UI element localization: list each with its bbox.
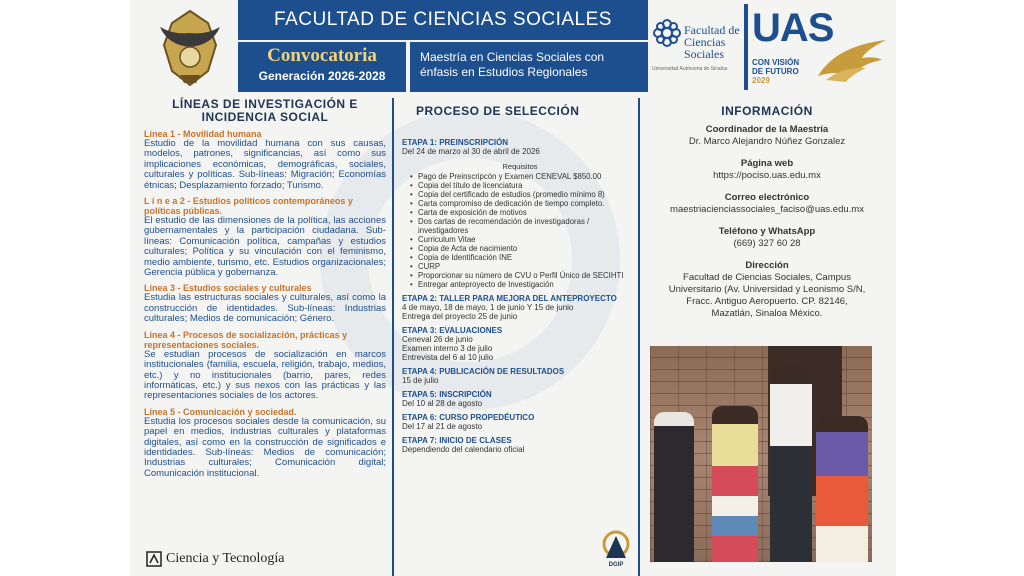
header [130, 0, 896, 96]
line-description: El estudio de las dimensiones de la política, las acciones gubernamentales y la participación ciudadana. Sub-líneas: Comunicación política, campañas y estudios culturales; Política y su vinculación con el feminismo, medio ambiente, turismo, etc. Estudios organizacionales; Gerencia pública y gobernanza. [144, 215, 386, 279]
stage-7 [402, 436, 638, 454]
address-line: Facultad de Ciencias Sociales, Campus [683, 272, 851, 283]
stage-text: Dependiendo del calendario oficial [402, 445, 525, 454]
line-item [144, 407, 386, 479]
ciencia-tecnologia-icon [146, 551, 162, 567]
stage-title: ETAPA 7: INICIO DE CLASES [402, 436, 512, 445]
fcs-flower-icon [652, 18, 682, 48]
stage-text: 15 de julio [402, 376, 439, 385]
selection-process-heading: PROCESO DE SELECCIÓN [416, 104, 580, 118]
stage-3 [402, 326, 638, 362]
stage-text: Entrega del proyecto 25 de junio [402, 312, 518, 321]
stage-1 [402, 138, 638, 289]
stage-6 [402, 413, 638, 431]
coordinator-name: Dr. Marco Alejandro Núñez Gonzalez [688, 136, 846, 147]
requirements-label: Requisitos [502, 162, 538, 171]
information-heading: INFORMACIÓN [721, 104, 813, 118]
line-item [144, 283, 386, 324]
phone-label: Teléfono y WhatsApp [718, 226, 816, 237]
stage-2 [402, 294, 638, 321]
requirement-item: • Copia de Identificación INE [410, 253, 638, 262]
address-line: Mazatlán, Sinaloa México. [711, 308, 823, 319]
stage-text: Entrevista del 6 al 10 julio [402, 353, 494, 362]
email-label: Correo electrónico [724, 192, 810, 203]
line-item [144, 196, 386, 278]
fcs-logo-sub: Universidad Autónoma de Sinaloa [652, 66, 728, 72]
ciencia-tecnologia-text: Ciencia y Tecnología [166, 551, 285, 566]
requirement-item: • Curriculum Vitae [410, 235, 638, 244]
address-block [648, 260, 886, 320]
requirement-item: • Pago de Preinscripcón y Examen CENEVAL $850.00 [410, 172, 638, 181]
line-title: Línea 1 - Movilidad humana [144, 129, 262, 139]
requirement-item: • Copia de Acta de nacimiento [410, 244, 638, 253]
requirement-item: • Carta compromiso de dedicación de tiempo completo. [410, 199, 638, 208]
line-description: Estudio de la movilidad humana con sus causas, modelos, patrones, significancias, así como sus implicaciones económicas, demográficas, sociales, culturales y políticas. Sub-líneas: Migración; Economías étnicas; Desplazamiento forzado; Turismo. [144, 138, 386, 191]
stage-title: ETAPA 3: EVALUACIONES [402, 326, 503, 335]
line-title: Línea 5 - Comunicación y sociedad. [144, 406, 297, 417]
convocatoria-box [238, 42, 406, 92]
family-photo [650, 346, 872, 562]
person-figure [712, 406, 758, 562]
requirement-item: • CURP [410, 262, 638, 271]
stage-text: Del 17 al 21 de agosto [402, 422, 483, 431]
fcs-logo-text: Facultad de Ciencias Sociales [684, 23, 740, 61]
line-description: Estudia las estructuras sociales y culturales, así como la construcción de identidades. Sub-líneas: Industrias culturales; Medios de comunicación; Género. [144, 292, 386, 325]
dgip-label: DGIP [608, 562, 624, 568]
uas-wordmark: UAS [752, 6, 834, 50]
stage-text: Ceneval 26 de junio [402, 335, 473, 344]
web-url: https://pociso.uas.edu.mx [713, 170, 821, 181]
stage-title: ETAPA 6: CURSO PROPEDÉUTICO [402, 413, 535, 422]
stage-title: ETAPA 5: INSCRIPCIÓN [402, 390, 492, 399]
requirement-item: • Copia del título de licenciatura [410, 181, 638, 190]
research-lines-heading: LÍNEAS DE INVESTIGACIÓN E INCIDENCIA SOCIAL [172, 97, 358, 124]
stage-5 [402, 390, 638, 408]
header-divider [744, 4, 748, 90]
ciencia-tecnologia-logo [146, 551, 285, 567]
stage-4 [402, 367, 638, 385]
line-description: Se estudian procesos de socialización en marcos institucionales (familia, escuela, religión, trabajo, medios, etc.) y no institucionales (barrio, pares, redes informáticas, etc.) y sus nexos con las prácticas y las representaciones sociales de los actores. [144, 348, 386, 402]
golden-eagle-icon [816, 36, 888, 86]
information-column [648, 98, 886, 330]
stage-title: ETAPA 2: TALLER PARA MEJORA DEL ANTEPROYECTO [402, 294, 617, 303]
research-lines-column [144, 98, 386, 479]
requirement-item: • Entregar anteproyecto de Investigación [410, 280, 638, 289]
line-description: Estudia los procesos sociales desde la comunicación, su papel en medios, industrias culturales y plataformas digitales, así como en la construcción de significados e identidades. Sub-líneas: Medios de comunicación; Industrias culturales; Comunicación digital; Comunicación institucional. [144, 415, 386, 479]
person-figure [816, 416, 868, 562]
program-name: Maestría en Ciencias Sociales con énfasis en Estudios Regionales [410, 42, 648, 92]
person-figure [770, 366, 812, 562]
web-block [648, 158, 886, 182]
person-figure [654, 412, 694, 562]
requirements-list [402, 172, 638, 289]
line-item [144, 330, 386, 402]
coordinator-label: Coordinador de la Maestría [705, 124, 829, 135]
generation-label: Generación 2026-2028 [258, 69, 386, 83]
stage-text: 4 de mayo, 18 de mayo, 1 de junio Y 15 de junio [402, 303, 574, 312]
web-label: Página web [740, 158, 794, 169]
stage-date: Del 24 de marzo al 30 de abril de 2026 [402, 147, 540, 156]
address-line: Universitario (Av. Universidad y Leonismo S/N, [668, 284, 866, 295]
coordinator-block [648, 124, 886, 148]
phone-block [648, 226, 886, 250]
requirement-item: • Carta de exposición de motivos [410, 208, 638, 217]
eagle-crest-icon [142, 4, 238, 92]
convocatoria-label: Convocatoria [267, 45, 377, 66]
faculty-title: FACULTAD DE CIENCIAS SOCIALES [238, 0, 648, 40]
poster [130, 0, 896, 576]
stage-text: Examen interno 3 de julio [402, 344, 493, 353]
line-title: Línea 3 - Estudios sociales y culturales [144, 283, 312, 294]
requirement-item: • Proporcionar su número de CVU o Perfil Único de SECIHTI [410, 271, 638, 280]
phone-number: (669) 327 60 28 [733, 238, 801, 249]
selection-process-column [392, 98, 640, 576]
email-block [648, 192, 886, 216]
stage-title: ETAPA 4: PUBLICACIÓN DE RESULTADOS [402, 367, 565, 376]
uas-year: 2029 [752, 76, 770, 85]
uas-logo [752, 6, 892, 90]
fcs-logo [652, 18, 740, 74]
line-title: L í n e a 2 - Estudios políticos contemporáneos y políticas públicas. [144, 196, 353, 217]
line-item [144, 129, 386, 191]
address-line: Fracc. Antiguo Aeropuerto. CP. 82146, [686, 296, 848, 307]
address-label: Dirección [745, 260, 789, 271]
line-title: Línea 4 - Procesos de socialización, prácticas y representaciones sociales. [144, 329, 348, 350]
requirement-item: • Copia del certificado de estudios (promedio mínimo 8) [410, 190, 638, 199]
stage-title: ETAPA 1: PREINSCRIPCIÓN [402, 138, 509, 147]
uas-vision: CON VISIÓN DE FUTURO 2029 [752, 58, 812, 85]
stage-text: Del 10 al 28 de agosto [402, 399, 483, 408]
email-address: maestriacienciassociales_faciso@uas.edu.mx [670, 204, 864, 215]
requirement-item: • Dos cartas de recomendación de investigadoras / investigadores [410, 217, 638, 235]
